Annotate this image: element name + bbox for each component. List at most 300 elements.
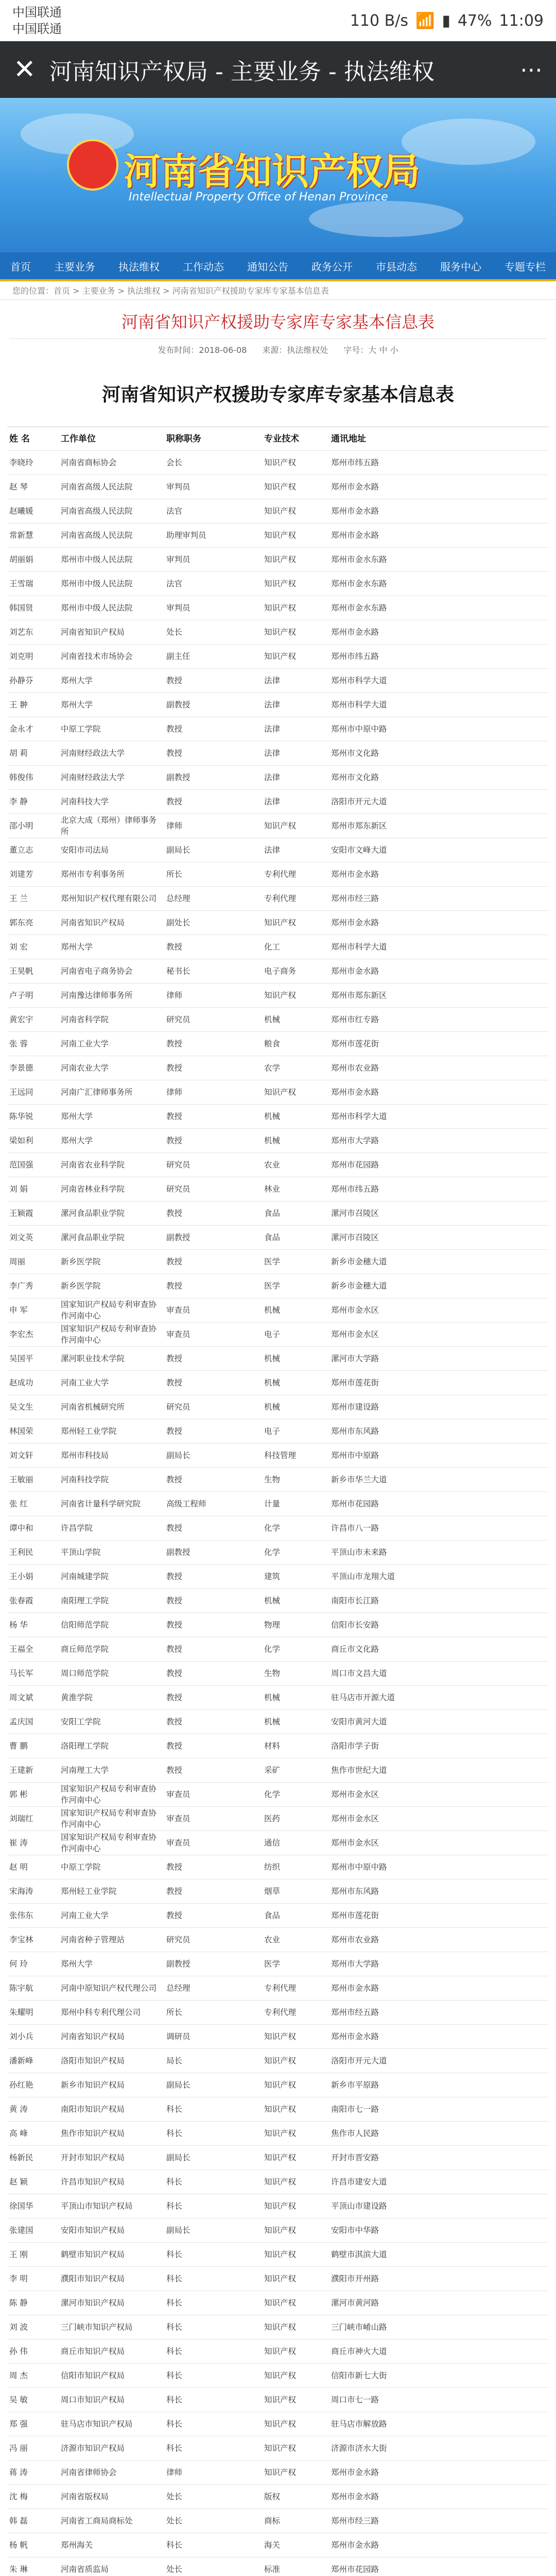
table-row — [7, 2557, 549, 2576]
table-cell: 郑州轻工业学院 — [61, 1427, 117, 1436]
table-cell: 教授 — [166, 1112, 183, 1121]
table-header — [7, 427, 549, 451]
table-cell: 郑州市金水路 — [331, 506, 379, 516]
table-row — [7, 1323, 549, 1347]
table-cell: 赵曦媛 — [9, 506, 33, 516]
font-size-switch[interactable]: 字号：大 中 小 — [343, 345, 398, 355]
table-cell: 新乡市金穗大道 — [331, 1257, 387, 1266]
table-cell: 郑州市金水路 — [331, 2032, 379, 2041]
table-cell: 新乡市金穗大道 — [331, 1281, 387, 1291]
table-cell: 郑州市科学大道 — [331, 942, 387, 952]
table-cell: 粮食 — [264, 1039, 281, 1048]
table-row — [7, 1371, 549, 1395]
table-cell: 机械 — [264, 1402, 281, 1412]
table-row — [7, 1758, 549, 1783]
table-cell: 郑州市金水东路 — [331, 579, 387, 588]
table-cell: 漯河市知识产权局 — [61, 2298, 125, 2308]
table-row — [7, 572, 549, 596]
table-cell: 黄 涛 — [9, 2105, 28, 2114]
table-cell: 科长 — [166, 2201, 183, 2211]
table-cell: 商丘市神火大道 — [331, 2347, 387, 2356]
expert-table — [7, 427, 549, 2576]
table-cell: 驻马店市解放路 — [331, 2419, 387, 2429]
article-source: 来源：执法维权处 — [262, 345, 328, 355]
table-row — [7, 451, 549, 475]
table-cell: 安阳市司法局 — [61, 845, 109, 855]
table-cell: 朱耀明 — [9, 2008, 33, 2017]
table-cell: 韩 磊 — [9, 2516, 28, 2526]
table-row — [7, 1976, 549, 2001]
table-row — [7, 1637, 549, 1662]
table-cell: 副教授 — [166, 773, 190, 782]
table-row — [7, 2001, 549, 2025]
table-cell: 总经理 — [166, 894, 190, 903]
table-cell: 版权 — [264, 2492, 281, 2501]
table-cell: 沈 梅 — [9, 2492, 28, 2501]
table-cell: 知识产权 — [264, 2468, 297, 2477]
table-cell: 知识产权 — [264, 2347, 297, 2356]
table-cell: 河南省高级人民法院 — [61, 531, 133, 540]
table-cell: 信阳市长安路 — [331, 1620, 379, 1630]
table-row — [7, 2315, 549, 2340]
table-cell: 郑州市金水区 — [331, 1838, 379, 1848]
table-cell: 处长 — [166, 2565, 183, 2574]
table-cell: 王昊帆 — [9, 967, 33, 976]
table-cell: 郑州市科学大道 — [331, 700, 387, 709]
table-cell: 知识产权 — [264, 652, 297, 661]
table-cell: 刘文轩 — [9, 1451, 33, 1460]
table-cell: 孙静芬 — [9, 676, 33, 685]
table-cell: 科长 — [166, 2347, 183, 2356]
table-row — [7, 596, 549, 620]
table-cell: 教授 — [166, 1620, 183, 1630]
table-cell: 韩国贤 — [9, 603, 33, 613]
nav-item[interactable]: 通知公告 — [247, 260, 288, 273]
table-row — [7, 2533, 549, 2557]
table-cell: 赵成功 — [9, 1378, 33, 1387]
table-row — [7, 862, 549, 887]
table-cell: 教授 — [166, 1378, 183, 1387]
table-cell: 李宏杰 — [9, 1330, 33, 1339]
table-row — [7, 2509, 549, 2533]
table-cell: 卢子明 — [9, 991, 33, 1000]
table-cell: 漯河食品职业学院 — [61, 1233, 125, 1242]
table-row — [7, 1662, 549, 1686]
table-row — [7, 1928, 549, 1952]
table-cell: 郑州大学 — [61, 942, 93, 952]
table-cell: 专利代理 — [264, 894, 297, 903]
table-cell: 物理 — [264, 1620, 281, 1630]
table-cell: 审查员 — [166, 1814, 190, 1823]
table-cell: 郑州市科技局 — [61, 1451, 109, 1460]
table-cell: 河南中原知识产权代理公司 — [61, 1984, 157, 1993]
table-cell: 李 明 — [9, 2274, 28, 2283]
nav-item[interactable]: 工作动态 — [183, 260, 224, 273]
nav-item[interactable]: 首页 — [10, 260, 31, 273]
table-cell: 研究员 — [166, 1402, 190, 1412]
document-title: 河南省知识产权援助专家库专家基本信息表 — [101, 384, 454, 405]
table-cell: 农学 — [264, 1063, 281, 1073]
table-cell: 南阳市知识产权局 — [61, 2105, 125, 2114]
table-cell: 副教授 — [166, 1548, 190, 1557]
table-cell: 副处长 — [166, 918, 190, 927]
table-cell: 洛阳市知识产权局 — [61, 2056, 125, 2065]
table-cell: 化工 — [264, 942, 281, 952]
table-row — [7, 1129, 549, 1153]
table-cell: 电子 — [264, 1330, 281, 1339]
table-cell: 河南豫达律师事务所 — [61, 991, 133, 1000]
table-cell: 知识产权 — [264, 2153, 297, 2162]
table-cell: 李晓玲 — [9, 458, 33, 467]
table-cell: 国家知识产权局专利审查协作河南中心 — [61, 1784, 157, 1805]
table-cell: 王 翀 — [9, 700, 28, 709]
table-cell: 郑州大学 — [61, 1136, 93, 1145]
table-cell: 河南省质监局 — [61, 2565, 109, 2574]
table-cell: 审查员 — [166, 1330, 190, 1339]
table-row — [7, 959, 549, 984]
table-cell: 河南省知识产权局 — [61, 918, 125, 927]
table-row — [7, 2461, 549, 2485]
table-row — [7, 790, 549, 814]
table-cell: 信阳师范学院 — [61, 1620, 109, 1630]
table-cell: 郭东亮 — [9, 918, 33, 927]
table-cell: 南阳理工学院 — [61, 1596, 109, 1605]
table-cell: 专利代理 — [264, 870, 297, 879]
table-cell: 会长 — [166, 458, 183, 467]
table-row — [7, 1177, 549, 1201]
table-cell: 科长 — [166, 2298, 183, 2308]
wifi-icon: 📶 — [415, 11, 435, 30]
table-cell: 胡 莉 — [9, 749, 28, 758]
table-cell: 科长 — [166, 2129, 183, 2138]
table-cell: 研究员 — [166, 1184, 190, 1194]
table-row — [7, 1492, 549, 1516]
table-cell: 总经理 — [166, 1984, 190, 1993]
table-cell: 郑州大学 — [61, 700, 93, 709]
table-cell: 知识产权 — [264, 628, 297, 637]
table-row — [7, 1468, 549, 1492]
table-cell: 王雪瑞 — [9, 579, 33, 588]
table-cell: 机械 — [264, 1378, 281, 1387]
table-cell: 法律 — [264, 797, 281, 806]
table-cell: 生物 — [264, 1475, 281, 1484]
table-cell: 平顶山市未来路 — [331, 1548, 387, 1557]
table-cell: 郑州市大学路 — [331, 1959, 379, 1969]
table-cell: 机械 — [264, 1136, 281, 1145]
table-cell: 河南省知识产权局 — [61, 628, 125, 637]
table-cell: 国家知识产权局专利审查协作河南中心 — [61, 1324, 157, 1345]
table-cell: 审查员 — [166, 1790, 190, 1799]
table-cell: 知识产权 — [264, 2444, 297, 2453]
nav-item[interactable]: 专题专栏 — [505, 260, 546, 273]
table-row — [7, 1783, 549, 1807]
table-cell: 郑州市中原路 — [331, 1451, 379, 1460]
table-cell: 医学 — [264, 1281, 281, 1291]
table-cell: 平顶山市建设路 — [331, 2201, 387, 2211]
table-cell: 济源市济水大街 — [331, 2444, 387, 2453]
table-cell: 科长 — [166, 2177, 183, 2187]
table-row — [7, 2194, 549, 2218]
table-cell: 洛阳市学子街 — [331, 1741, 379, 1751]
table-cell: 王远同 — [9, 1088, 33, 1097]
table-row — [7, 1274, 549, 1298]
table-row — [7, 1250, 549, 1274]
table-cell: 秘书长 — [166, 967, 190, 976]
table-cell: 周 杰 — [9, 2371, 28, 2380]
table-cell: 郑州市莲花街 — [331, 1911, 379, 1920]
table-row — [7, 2388, 549, 2412]
table-cell: 王建新 — [9, 1766, 33, 1775]
table-cell: 处长 — [166, 2516, 183, 2526]
table-cell: 刘 娟 — [9, 1184, 28, 1194]
table-cell: 郑州市文化路 — [331, 749, 379, 758]
table-cell: 科长 — [166, 2250, 183, 2259]
table-cell: 郑州市农业路 — [331, 1063, 379, 1073]
carrier-2: 中国联通 — [12, 22, 62, 36]
table-row — [7, 1226, 549, 1250]
table-cell: 知识产权 — [264, 2105, 297, 2114]
table-cell: 安阳市黄河大道 — [331, 1717, 387, 1726]
table-row — [7, 766, 549, 790]
table-row — [7, 475, 549, 499]
table-cell: 教授 — [166, 1741, 183, 1751]
table-cell: 国家知识产权局专利审查协作河南中心 — [61, 1300, 157, 1320]
table-cell: 陈宇航 — [9, 1984, 33, 1993]
table-cell: 郑州市中原中路 — [331, 1862, 387, 1872]
table-cell: 律师 — [166, 991, 183, 1000]
table-row — [7, 838, 549, 862]
table-cell: 许昌市知识产权局 — [61, 2177, 125, 2187]
close-icon[interactable]: ✕ — [13, 54, 36, 85]
table-cell: 郑州市金水路 — [331, 918, 379, 927]
table-cell: 徐国华 — [9, 2201, 33, 2211]
battery-level: 47% — [457, 11, 492, 30]
table-cell: 洛阳理工学院 — [61, 1741, 109, 1751]
table-row — [7, 2049, 549, 2073]
table-cell: 李广秀 — [9, 1281, 33, 1291]
table-cell: 王利民 — [9, 1548, 33, 1557]
table-row — [7, 1613, 549, 1637]
more-icon[interactable]: ⋯ — [520, 56, 543, 83]
table-row — [7, 1008, 549, 1032]
table-cell: 北京大成（郑州）律师事务所 — [61, 816, 157, 836]
table-cell: 崔 涛 — [9, 1838, 28, 1848]
table-row — [7, 2243, 549, 2267]
table-cell: 河南省高级人民法院 — [61, 482, 133, 492]
table-cell: 洛阳市开元大道 — [331, 2056, 387, 2065]
table-cell: 漯河市黄河路 — [331, 2298, 379, 2308]
nav-item[interactable]: 执法维权 — [118, 260, 160, 273]
table-cell: 安阳工学院 — [61, 1717, 101, 1726]
table-row — [7, 1710, 549, 1734]
table-cell: 知识产权 — [264, 2250, 297, 2259]
table-cell: 律师 — [166, 821, 183, 831]
table-cell: 河南科技大学 — [61, 797, 109, 806]
table-cell: 安阳市中华路 — [331, 2226, 379, 2235]
table-cell: 董立志 — [9, 845, 33, 855]
table-row — [7, 2025, 549, 2049]
table-row — [7, 984, 549, 1008]
table-cell: 计量 — [264, 1499, 281, 1509]
table-cell: 河南省计量科学研究院 — [61, 1499, 141, 1509]
carrier-1: 中国联通 — [12, 5, 62, 20]
table-cell: 知识产权 — [264, 2274, 297, 2283]
table-cell: 河南省电子商务协会 — [61, 967, 133, 976]
table-cell: 河南省工商局商标处 — [61, 2516, 133, 2526]
table-cell: 审查员 — [166, 1838, 190, 1848]
main-nav — [0, 252, 556, 281]
table-cell: 鹤壁市淇滨大道 — [331, 2250, 387, 2259]
table-cell: 曹 鹏 — [9, 1741, 28, 1751]
table-cell: 黄淮学院 — [61, 1693, 93, 1702]
table-cell: 科长 — [166, 2540, 183, 2550]
table-cell: 三门峡市知识产权局 — [61, 2323, 133, 2332]
table-cell: 农业 — [264, 1160, 281, 1170]
table-cell: 河南省高级人民法院 — [61, 506, 133, 516]
nav-item[interactable]: 市县动态 — [376, 260, 417, 273]
table-cell: 郑州市莲花街 — [331, 1039, 379, 1048]
table-cell: 审判员 — [166, 555, 190, 564]
table-cell: 机械 — [264, 1354, 281, 1363]
table-cell: 林业 — [264, 1184, 281, 1194]
table-cell: 处长 — [166, 628, 183, 637]
table-cell: 审查员 — [166, 1306, 190, 1315]
table-cell: 范国强 — [9, 1160, 33, 1170]
article-meta — [0, 339, 556, 360]
table-cell: 郑州市花园路 — [331, 1499, 379, 1509]
nav-item[interactable]: 服务中心 — [440, 260, 481, 273]
table-cell: 新乡市知识产权局 — [61, 2080, 125, 2090]
table-row — [7, 1516, 549, 1540]
table-cell: 郑州市花园路 — [331, 1160, 379, 1170]
table-cell: 教授 — [166, 1354, 183, 1363]
table-cell: 副教授 — [166, 1959, 190, 1969]
table-row — [7, 2218, 549, 2243]
table-cell: 郑州市金水路 — [331, 2468, 379, 2477]
table-cell: 漯河市大学路 — [331, 1354, 379, 1363]
table-cell: 国家知识产权局专利审查协作河南中心 — [61, 1833, 157, 1853]
table-cell: 副教授 — [166, 1233, 190, 1242]
table-cell: 高级工程师 — [166, 1499, 206, 1509]
table-cell: 河南省林业科学院 — [61, 1184, 125, 1194]
table-cell: 郑州市金水路 — [331, 967, 379, 976]
table-cell: 教授 — [166, 1427, 183, 1436]
table-cell: 律师 — [166, 2468, 183, 2477]
table-cell: 郑州市金水路 — [331, 2540, 379, 2550]
table-cell: 教授 — [166, 1523, 183, 1533]
table-cell: 中原工学院 — [61, 1862, 101, 1872]
table-cell: 郑州市金水路 — [331, 1088, 379, 1097]
table-cell: 郑州市中原中路 — [331, 724, 387, 734]
table-cell: 郑州市金水路 — [331, 870, 379, 879]
table-row — [7, 1879, 549, 1904]
table-cell: 教授 — [166, 1136, 183, 1145]
table-cell: 教授 — [166, 724, 183, 734]
table-cell: 河南省技术市场协会 — [61, 652, 133, 661]
nav-item[interactable]: 主要业务 — [54, 260, 95, 273]
table-cell: 调研员 — [166, 2032, 190, 2041]
page-title: 河南知识产权局 - 主要业务 - 执法维权 — [49, 59, 435, 85]
table-row — [7, 1080, 549, 1105]
nav-item[interactable]: 政务公开 — [311, 260, 353, 273]
table-cell: 李 静 — [9, 797, 28, 806]
table-cell: 郑 强 — [9, 2419, 28, 2429]
table-row — [7, 1589, 549, 1613]
table-cell: 陈 静 — [9, 2298, 28, 2308]
table-cell: 赵 琴 — [9, 482, 28, 492]
table-cell: 副局长 — [166, 2226, 190, 2235]
status-right — [350, 12, 544, 30]
table-cell: 河南省科学院 — [61, 1015, 109, 1024]
table-cell: 河南城建学院 — [61, 1572, 109, 1581]
table-row — [7, 2097, 549, 2122]
table-cell: 李景德 — [9, 1063, 33, 1073]
table-row — [7, 1686, 549, 1710]
table-row — [7, 2122, 549, 2146]
table-cell: 副主任 — [166, 652, 190, 661]
table-row — [7, 911, 549, 935]
table-row — [7, 1105, 549, 1129]
table-cell: 常新慧 — [9, 531, 33, 540]
table-cell: 教授 — [166, 1039, 183, 1048]
table-cell: 刘艺东 — [9, 628, 33, 637]
table-cell: 河南工业大学 — [61, 1378, 109, 1387]
table-cell: 张 蓉 — [9, 1039, 28, 1048]
table-cell: 郑州市农业路 — [331, 1935, 379, 1944]
table-cell: 焦作市知识产权局 — [61, 2129, 125, 2138]
table-cell: 化学 — [264, 1523, 281, 1533]
table-cell: 王 刚 — [9, 2250, 28, 2259]
table-row — [7, 935, 549, 959]
table-cell: 新乡医学院 — [61, 1281, 101, 1291]
table-cell: 教授 — [166, 797, 183, 806]
table-cell: 刘瑞红 — [9, 1814, 33, 1823]
table-cell: 信阳市新七大街 — [331, 2371, 387, 2380]
table-cell: 郑州市郑东新区 — [331, 821, 387, 831]
table-cell: 食品 — [264, 1209, 281, 1218]
table-row — [7, 2485, 549, 2509]
table-cell: 郑州市郑东新区 — [331, 991, 387, 1000]
table-row — [7, 2267, 549, 2291]
table-cell: 孙 伟 — [9, 2347, 28, 2356]
table-cell: 朱 琳 — [9, 2565, 28, 2574]
table-cell: 梁如利 — [9, 1136, 33, 1145]
table-cell: 开封市晋安路 — [331, 2153, 379, 2162]
table-cell: 食品 — [264, 1233, 281, 1242]
table-cell: 许昌市建安大道 — [331, 2177, 387, 2187]
table-cell: 刘 宏 — [9, 942, 28, 952]
table-cell: 知识产权 — [264, 821, 297, 831]
table-cell: 农业 — [264, 1935, 281, 1944]
table-row — [7, 1855, 549, 1879]
table-cell: 陈华锐 — [9, 1112, 33, 1121]
table-cell: 周丽 — [9, 1257, 26, 1266]
table-cell: 安阳市文峰大道 — [331, 845, 387, 855]
table-cell: 教授 — [166, 1693, 183, 1702]
table-cell: 安阳市知识产权局 — [61, 2226, 125, 2235]
site-banner — [0, 98, 556, 252]
table-cell: 金永才 — [9, 724, 33, 734]
table-cell: 所长 — [166, 870, 183, 879]
table-cell: 洛阳市开元大道 — [331, 797, 387, 806]
table-cell: 助理审判员 — [166, 531, 206, 540]
table-row — [7, 1807, 549, 1831]
table-cell: 马长军 — [9, 1669, 33, 1678]
table-cell: 郑州大学 — [61, 1112, 93, 1121]
table-cell: 驻马店市开源大道 — [331, 1693, 395, 1702]
table-cell: 郑州海关 — [61, 2540, 93, 2550]
table-cell: 知识产权 — [264, 2226, 297, 2235]
